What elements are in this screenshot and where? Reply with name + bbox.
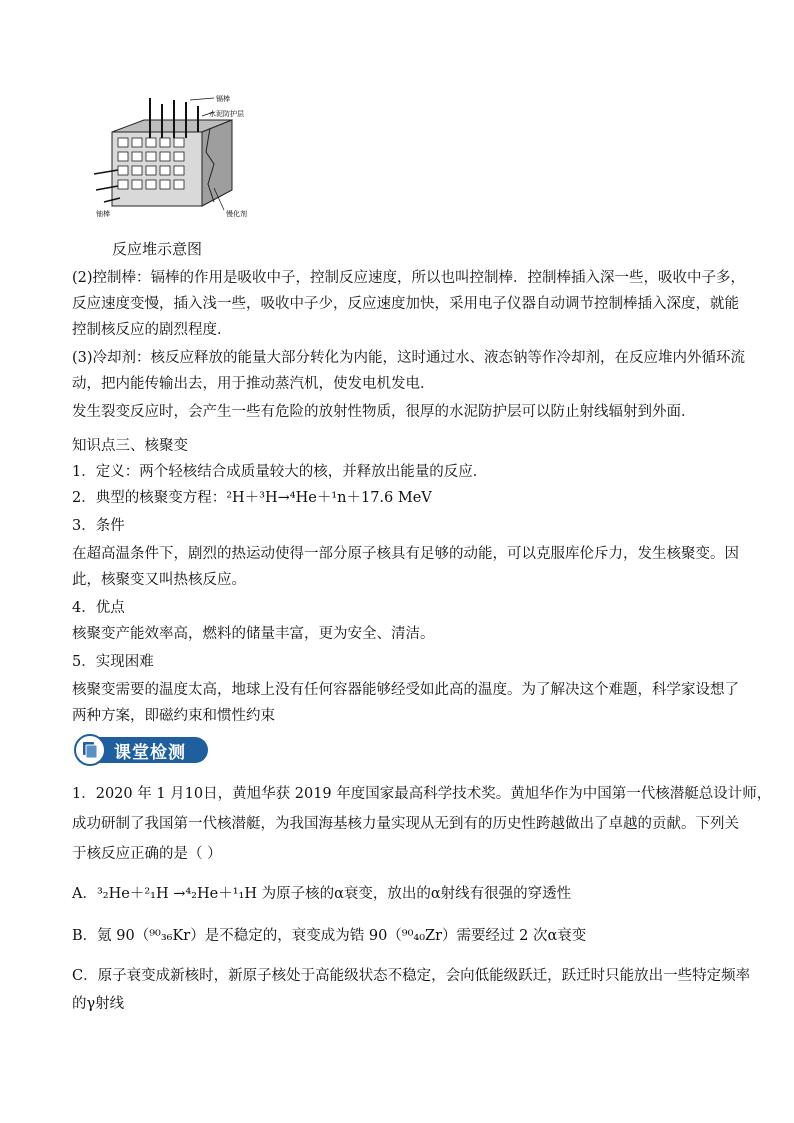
label-cadmium-rod: 镉棒: [216, 95, 230, 103]
question-line: 成功研制了我国第一代核潜艇，为我国海基核力量实现从无到有的历史性跨越做出了卓越的贡献。下列关: [72, 816, 739, 832]
text-line: 核聚变需要的温度太高，地球上没有任何容器能够经受如此高的温度。为了解决这个难题，科学家设想了: [72, 682, 739, 698]
label-moderator: 慢化剂: [226, 210, 247, 218]
text-line: 3．条件: [72, 518, 125, 534]
text-line: 1．定义：两个轻核结合成质量较大的核，并释放出能量的反应．: [72, 464, 488, 480]
text-line: 核聚变产能效率高，燃料的储量丰富，更为安全、清洁。: [72, 626, 435, 642]
reactor-diagram: [90, 92, 290, 232]
text-line: 反应速度变慢，插入浅一些，吸收中子少，反应速度加快，采用电子仪器自动调节控制棒插入深度，就能: [72, 296, 739, 312]
text-line: (2)控制棒：镉棒的作用是吸收中子，控制反应速度，所以也叫控制棒．控制棒插入深一些，吸收中子多，: [72, 270, 746, 286]
text-line: 两种方案，即磁约束和惯性约束: [72, 708, 275, 724]
figure-caption: 反应堆示意图: [112, 240, 203, 258]
section-badge: [74, 734, 208, 766]
question-line: 于核反应正确的是（ ）: [72, 846, 222, 862]
badge-label: 课堂检测: [114, 743, 186, 763]
option-a: A．³₂He＋²₁H →⁴₂He＋¹₁H 为原子核的α衰变，放出的α射线有很强的穿透性: [72, 886, 572, 902]
text-line: 在超高温条件下，剧烈的热运动使得一部分原子核具有足够的动能，可以克服库伦斥力，发生核聚变。因: [72, 546, 739, 562]
option-b: B．氪 90（⁹⁰₃₆Kr）是不稳定的，衰变成为锆 90（⁹⁰₄₀Zr）需要经过 2 次α衰变: [72, 928, 587, 944]
text-line: 5．实现困难: [72, 654, 154, 670]
document-icon: [74, 734, 106, 766]
section-heading: 知识点三、核聚变: [72, 438, 188, 454]
fusion-equation: 2．典型的核聚变方程：²H＋³H→⁴He＋¹n＋17.6 MeV: [72, 490, 432, 506]
text-line: 4．优点: [72, 600, 125, 616]
text-line: 发生裂变反应时，会产生一些有危险的放射性物质，很厚的水泥防护层可以防止射线辐射到外面．: [72, 404, 696, 420]
label-uranium-rod: 铀棒: [96, 210, 110, 218]
option-c: C．原子衰变成新核时，新原子核处于高能级状态不稳定，会向低能级跃迁，跃迁时只能放出一些特定频率: [72, 968, 751, 984]
text-line: (3)冷却剂：核反应释放的能量大部分转化为内能，这时通过水、液态钠等作冷却剂，在反应堆内外循环流: [72, 350, 746, 366]
text-line: 动，把内能传输出去，用于推动蒸汽机，使发电机发电．: [72, 376, 435, 392]
text-line: 此，核聚变又叫热核反应。: [72, 572, 246, 588]
text-line: 控制核反应的剧烈程度．: [72, 322, 232, 338]
option-c-continued: 的γ射线: [72, 996, 125, 1012]
question-line: 1．2020 年 1 月10日，黄旭华获 2019 年度国家最高科学技术奖。黄旭华作为中国第一代核潜艇总设计师，: [72, 786, 772, 802]
label-cement-wall: 水泥防护层: [209, 110, 244, 118]
